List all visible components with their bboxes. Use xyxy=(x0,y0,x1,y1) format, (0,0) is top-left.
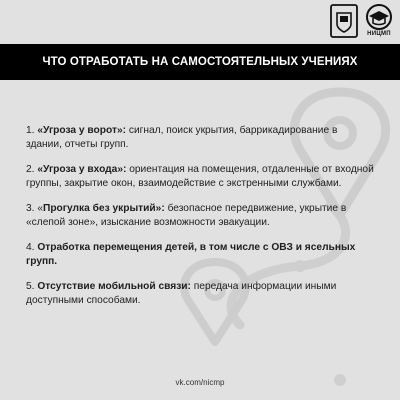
item-heading: Прогулка без укрытий»: xyxy=(43,203,165,214)
item-text: ориентация на помещения, отдаленные от входной группы, закрытие окон, взаимодействие с экстренными службами. xyxy=(26,164,374,189)
list-item-5: 5. Отсутствие мобильной связи: передача информации иными доступными способами. xyxy=(26,281,337,306)
footer-link[interactable]: vk.com/nicmp xyxy=(175,378,225,387)
item-text: сигнал, поиск укрытия, баррикадирование в здании, отчеты групп. xyxy=(26,125,338,150)
logo-group xyxy=(330,4,394,38)
ministry-emblem-logo xyxy=(330,4,358,38)
nicmp-logo-caption: НИЦМП xyxy=(367,31,391,37)
page-title: ЧТО ОТРАБОТАТЬ НА САМОСТОЯТЕЛЬНЫХ УЧЕНИЯХ xyxy=(42,56,358,68)
list-item-4: 4. Отработка перемещения детей, в том числе с ОВЗ и ясельных групп. xyxy=(26,242,356,267)
nicmp-logo xyxy=(364,4,394,38)
item-heading: Отработка перемещения детей, в том числе с ОВЗ и ясельных групп. xyxy=(26,242,356,267)
item-text: безопасное передвижение, укрытие в «слепой зоне», изыскание возможности эвакуации. xyxy=(26,203,347,228)
header-bar xyxy=(0,44,400,80)
list-item-1: 1. «Угроза у ворот»: сигнал, поиск укрытия, баррикадирование в здании, отчеты групп. xyxy=(26,125,338,150)
item-text: передача информации иными доступными способами. xyxy=(26,281,337,306)
list-item-2: 2. «Угроза у входа»: ориентация на помещения, отдаленные от входной группы, закрытие окон, взаимодействие с экстренными службами. xyxy=(26,164,374,189)
item-heading: «Угроза у входа»: xyxy=(37,164,127,175)
item-heading: «Угроза у ворот»: xyxy=(37,125,127,136)
graduation-cap-icon xyxy=(364,4,394,30)
list-item-3: 3. «Прогулка без укрытий»: безопасное передвижение, укрытие в «слепой зоне», изыскание возможности эвакуации. xyxy=(26,203,347,228)
shield-emblem-icon xyxy=(330,4,358,38)
item-heading: Отсутствие мобильной связи: xyxy=(37,281,191,292)
exercise-list xyxy=(26,124,376,319)
